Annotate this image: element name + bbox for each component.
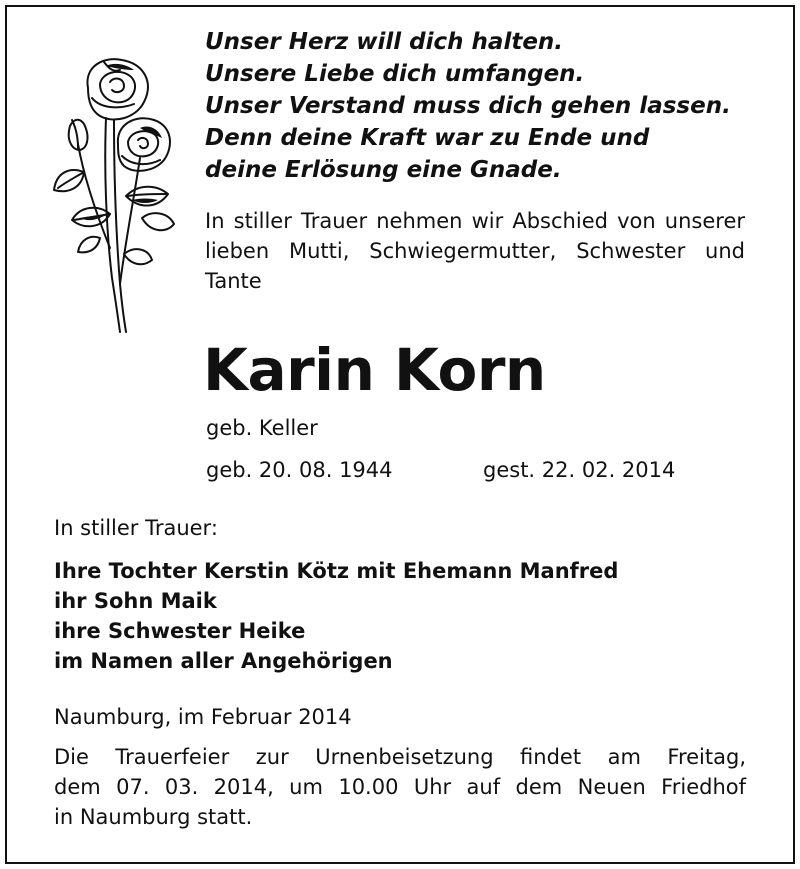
mourner-line: Ihre Tochter Kerstin Kötz mit Ehemann Manfred [54,559,619,583]
funeral-line: Die Trauerfeier zur Urnenbeisetzung findet am Freitag, [54,745,746,769]
mourners-list [54,556,618,676]
poem-line: Unser Herz will dich halten. [205,29,564,55]
birth-date: geb. 20. 08. 1944 [206,458,393,482]
mourner-line: ihr Sohn Maik [54,589,217,613]
funeral-notice [54,742,746,832]
intro-text: In stiller Trauer nehmen wir Abschied von unserer lieben Mutti, Schwiegermutter, Schwester und Tante [205,209,745,293]
place-and-date: Naumburg, im Februar 2014 [54,705,352,729]
roses-illustration [44,48,184,338]
poem-line: deine Erlösung eine Gnade. [205,157,562,183]
funeral-line: in Naumburg statt. [54,805,253,829]
deceased-name: Karin Korn [203,336,546,404]
maiden-name: geb. Keller [206,416,318,440]
poem-line: Denn deine Kraft war zu Ende und [205,125,650,151]
mourner-line: ihre Schwester Heike [54,619,306,643]
poem-line: Unser Verstand muss dich gehen lassen. [205,93,731,119]
poem [205,26,765,186]
funeral-line: dem 07. 03. 2014, um 10.00 Uhr auf dem Neuen Friedhof [54,775,746,799]
death-date: gest. 22. 02. 2014 [483,458,676,482]
mourners-label: In stiller Trauer: [54,516,218,540]
mourner-line: im Namen aller Angehörigen [54,649,393,673]
poem-line: Unsere Liebe dich umfangen. [205,61,585,87]
